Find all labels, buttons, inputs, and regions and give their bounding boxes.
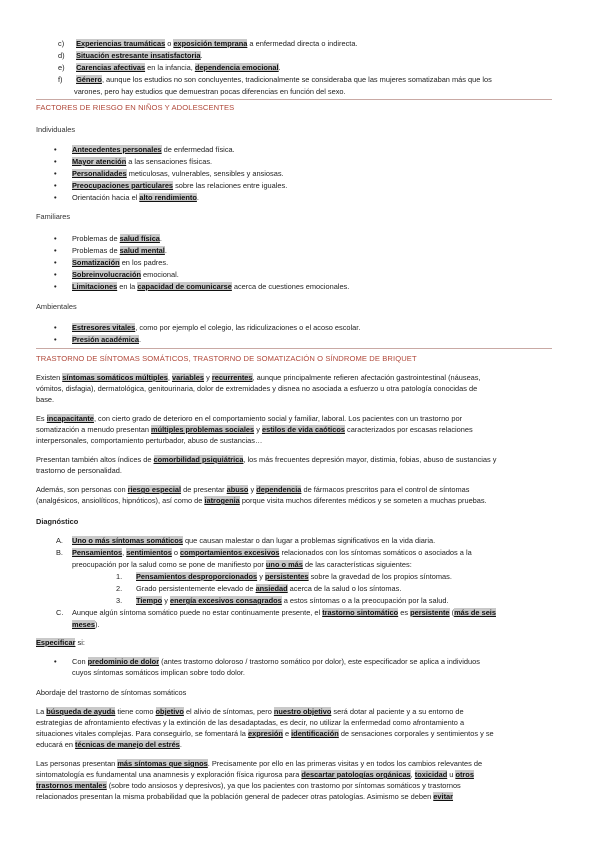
paragraph-line: sintomatología es fundamental una anamnesis y exploración física rigurosa para descartar patologías orgánicas, toxicidad u otros	[36, 770, 474, 779]
paragraph-line: Es incapacitante, con cierto grado de deterioro en el comportamiento social y familiar, laboral. Los pacientes con un trastorno por	[36, 414, 463, 423]
paragraph-line: estrategias de afrontamiento efectivas y la extinción de las desadaptadas, es decir, no utilizar la enfermedad como afrontamiento a	[36, 718, 465, 727]
criterion-a: A. Uno o más síntomas somáticos que causan malestar o dan lugar a problemas significativos en la vida diaria.	[56, 536, 436, 545]
paragraph-line: trastorno de personalidad.	[36, 466, 122, 475]
bullet-item: • Limitaciones en la capacidad de comunicarse acerca de cuestiones emocionales.	[54, 282, 350, 291]
criterion-b: B. Pensamientos, sentimientos o comportamientos excesivos relacionados con los síntomas somáticos o asociados a la	[56, 548, 472, 557]
subheading-diagnostico: Diagnóstico	[36, 517, 79, 526]
subheading-individuales: Individuales	[36, 125, 76, 134]
paragraph-line: Presentan también altos índices de comorbilidad psiquiátrica, los más frecuentes depresión mayor, distimia, fobias, abuso de sustancias y	[36, 455, 497, 464]
paragraph-line: somatización a menudo presentan múltiples problemas sociales y estilos de vida caóticos caracterizados por escasas relaciones	[36, 425, 473, 434]
criterion-b-continued: preocupación por la salud como se pone de manifiesto por uno o más de las características siguientes:	[72, 560, 412, 569]
criterion-c: C. Aunque algún síntoma somático puede no estar continuamente presente, el trastorno sintomático es persistente (más de seis	[56, 608, 496, 617]
section-divider	[36, 99, 552, 100]
list-item-d: d) Situación estresante insatisfactoria.	[58, 51, 203, 60]
paragraph-line: (analgésicos, ansiolíticos, hipnóticos), así como de iatrogenia porque visita muchos diferentes médicos y se someten a muchas pruebas.	[36, 496, 487, 505]
list-item-f: f) Género, aunque los estudios no son concluyentes, tradicionalmente se consideraba que las mujeres somatizaban más que los	[58, 75, 492, 84]
specifier-heading: Especificar si:	[36, 638, 85, 647]
subheading-familiares: Familiares	[36, 212, 71, 221]
bullet-item: • Antecedentes personales de enfermedad física.	[54, 145, 235, 154]
paragraph-line: situaciones vitales complejas. Para conseguirlo, se fomentará la expresión e identificación de sensaciones corporales y sentimientos y se	[36, 729, 494, 738]
paragraph-line: Existen síntomas somáticos múltiples, variables y recurrentes, aunque principalmente refieren afectación gastrointestinal (náuseas,	[36, 373, 481, 382]
subheading-abordaje: Abordaje del trastorno de síntomas somáticos	[36, 688, 187, 697]
list-item-f-continued: varones, pero hay estudios que demuestran pocas diferencias en función del sexo.	[74, 87, 346, 96]
bullet-item: • Personalidades meticulosas, vulnerables, sensibles y ansiosas.	[54, 169, 284, 178]
bullet-item: • Preocupaciones particulares sobre las relaciones entre iguales.	[54, 181, 288, 190]
bullet-item: • Problemas de salud física.	[54, 234, 162, 243]
bullet-item: • Orientación hacia el alto rendimiento.	[54, 193, 199, 202]
paragraph-line: vómitos, disfagia), dermatológica, genitourinaria, dolor de extremidades y disnea no asociada a esfuerzo u otra patología conocidas de	[36, 384, 478, 393]
bullet-item: • Somatización en los padres.	[54, 258, 169, 267]
subheading-ambientales: Ambientales	[36, 302, 77, 311]
criterion-b-2: 2. Grado persistentemente elevado de ansiedad acerca de la salud o los síntomas.	[116, 584, 402, 593]
paragraph-line: interpersonales, comportamiento perturbador, abuso de sustancias…	[36, 436, 263, 445]
criterion-b-3: 3. Tiempo y energía excesivos consagrados a estos síntomas o a la preocupación por la salud.	[116, 596, 449, 605]
criterion-c-continued: meses).	[72, 620, 100, 629]
bullet-item: • Mayor atención a las sensaciones físicas.	[54, 157, 213, 166]
bullet-item: • Con predominio de dolor (antes trastorno doloroso / trastorno somático por dolor), este especificador se aplica a individuos	[54, 657, 480, 666]
paragraph-line: La búsqueda de ayuda tiene como objetivo el alivio de síntomas, pero nuestro objetivo será dotar al paciente y a su entorno de	[36, 707, 464, 716]
section-title-briquet: TRASTORNO DE SÍNTOMAS SOMÁTICOS, TRASTORNO DE SOMATIZACIÓN O SÍNDROME DE BRIQUET	[36, 354, 417, 363]
list-item-c: c) Experiencias traumáticas o exposición temprana a enfermedad directa o indirecta.	[58, 39, 358, 48]
section-title-risk-factors: FACTORES DE RIESGO EN NIÑOS Y ADOLESCENTES	[36, 103, 235, 112]
list-item-e: e) Carencias afectivas en la infancia, dependencia emocional.	[58, 63, 281, 72]
bullet-item: • Estresores vitales, como por ejemplo el colegio, las ridiculizaciones o el acoso escolar.	[54, 323, 361, 332]
bullet-item: • Sobreinvolucración emocional.	[54, 270, 179, 279]
criterion-b-1: 1. Pensamientos desproporcionados y persistentes sobre la gravedad de los propios síntomas.	[116, 572, 452, 581]
bullet-item: • Problemas de salud mental.	[54, 246, 167, 255]
paragraph-line: trastornos mentales (sobre todo ansiosos y depresivos), ya que los pacientes con trastorno por síntomas somáticos y trastornos	[36, 781, 461, 790]
paragraph-line: Las personas presentan más síntomas que signos. Precisamente por ello en las primeras visitas y en todos los cambios relevantes de	[36, 759, 483, 768]
paragraph-line: relacionados presentan la misma probabilidad que la población general de padecer otras patologías. Asimismo se deben evitar	[36, 792, 454, 801]
paragraph-line: educará en técnicas de manejo del estrés.	[36, 740, 182, 749]
bullet-item-continued: cuyos síntomas somáticos implican sobre todo dolor.	[72, 668, 245, 677]
paragraph-line: Además, son personas con riesgo especial de presentar abuso y dependencia de fármacos prescritos para el control de síntomas	[36, 485, 470, 494]
paragraph-line: base.	[36, 395, 55, 404]
bullet-item: • Presión académica.	[54, 335, 142, 344]
section-divider	[36, 348, 552, 349]
